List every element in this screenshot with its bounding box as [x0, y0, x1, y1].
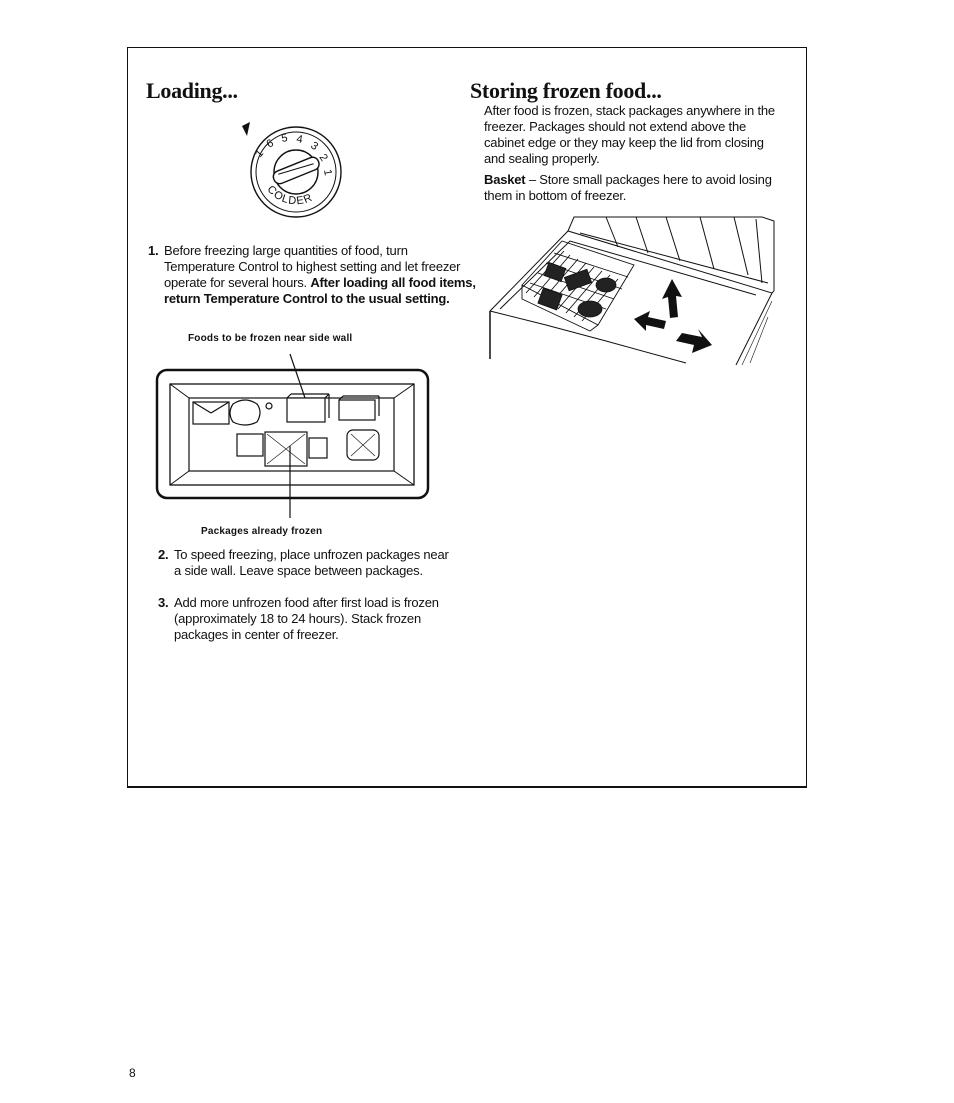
loading-step-3	[158, 595, 458, 643]
dial-number-4: 4	[295, 133, 304, 147]
dial-colder-label: COLDER	[264, 183, 315, 208]
dial-number-5: 5	[280, 132, 289, 145]
page-number: 8	[129, 1066, 136, 1080]
dial-number-1a: 1	[253, 147, 267, 160]
step-2-text: To speed freezing, place unfrozen packages near a side wall. Leave space between packages.	[174, 547, 449, 578]
loading-heading: Loading...	[146, 78, 238, 103]
caption-foods-near-side-wall: Foods to be frozen near side wall	[188, 333, 353, 344]
loading-step-1	[148, 243, 480, 307]
step-3-number: 3.	[158, 595, 169, 610]
step-1-number: 1.	[148, 243, 159, 258]
caption-packages-already-frozen: Packages already frozen	[201, 526, 323, 537]
step-1-text: Before freezing large quantities of food, turn Temperature Control to highest setting and let freezer operate for several hours.	[164, 243, 461, 290]
freezer-basket-illustration	[486, 213, 778, 368]
temperature-dial-illustration	[236, 120, 346, 220]
storing-paragraph: After food is frozen, stack packages anywhere in the freezer. Packages should not extend above the cabinet edge or they may keep the lid from closing and sealing properly.	[484, 103, 775, 166]
step-3-text: Add more unfrozen food after first load is frozen (approximately 18 to 24 hours). Stack frozen packages in center of freezer.	[174, 595, 439, 642]
basket-text: – Store small packages here to avoid losing them in bottom of freezer.	[484, 172, 772, 203]
dial-number-3: 3	[308, 139, 321, 153]
loading-step-2	[158, 547, 458, 579]
storing-heading: Storing frozen food...	[470, 78, 662, 103]
step-2-number: 2.	[158, 547, 169, 562]
step-1-bold-text: After loading all food items, return Temperature Control to the usual setting.	[164, 275, 476, 306]
basket-label: Basket	[484, 172, 526, 187]
basket-paragraph	[484, 172, 784, 204]
dial-number-2: 2	[316, 151, 330, 164]
dial-number-1b: 1	[321, 168, 334, 177]
freezer-loading-diagram	[155, 348, 431, 518]
dial-number-6: 6	[264, 137, 276, 151]
